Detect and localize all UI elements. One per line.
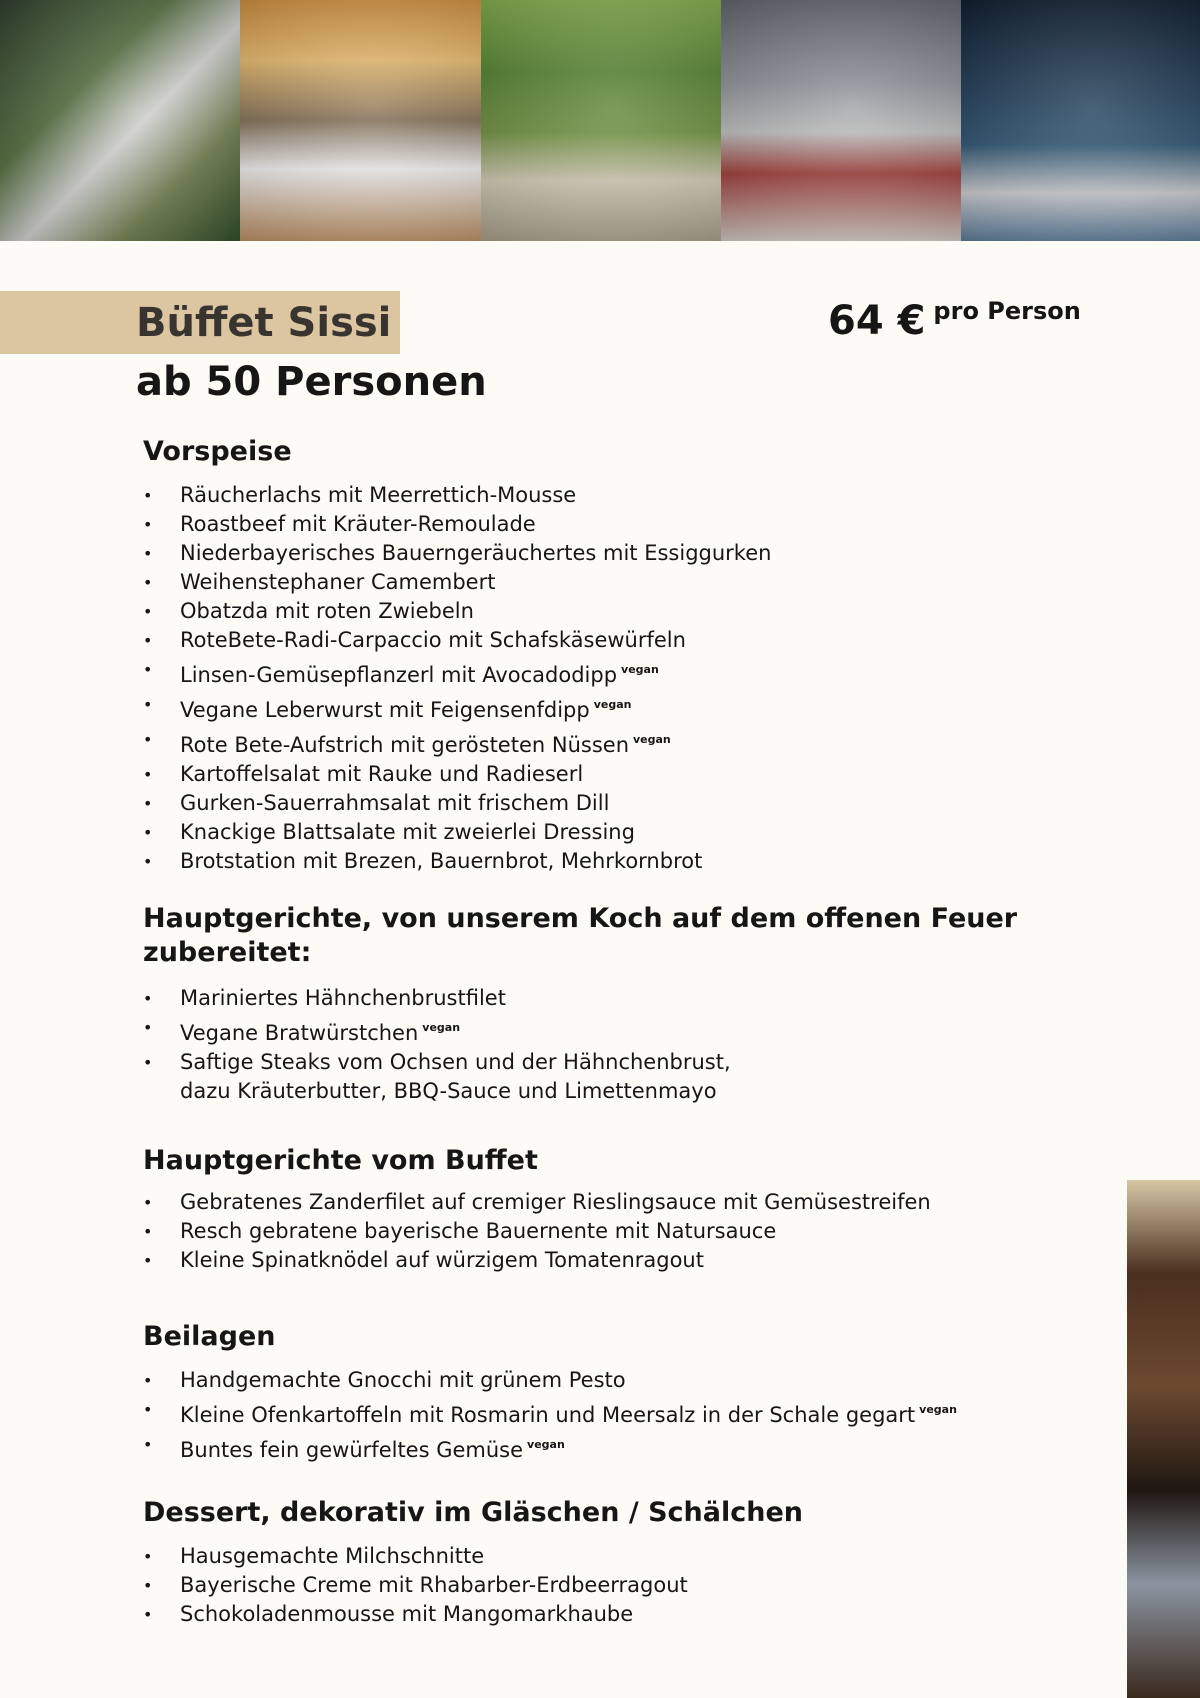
list-item <box>143 510 1123 539</box>
item-text: Kleine Spinatknödel auf würzigem Tomatenragout <box>180 1248 704 1272</box>
item-list <box>143 1188 1123 1275</box>
list-item <box>143 1188 1123 1217</box>
item-text: Bayerische Creme mit Rhabarber-Erdbeerragout <box>180 1573 688 1597</box>
list-item <box>143 1048 1123 1106</box>
item-text: Vegane Leberwurst mit Feigensenfdipp <box>180 698 590 722</box>
list-item <box>143 481 1123 510</box>
item-text: Kleine Ofenkartoffeln mit Rosmarin und Meersalz in der Schale gegart <box>180 1403 916 1427</box>
section-beilagen <box>143 1320 1123 1465</box>
item-text: Handgemachte Gnocchi mit grünem Pesto <box>180 1368 626 1392</box>
section-vorspeise <box>143 435 1123 876</box>
item-text: Niederbayerisches Bauerngeräuchertes mit Essiggurken <box>180 541 772 565</box>
vegan-tag: vegan <box>919 1403 957 1416</box>
item-text: Rote Bete-Aufstrich mit gerösteten Nüssen <box>180 733 629 757</box>
photo-beer-garden <box>481 0 721 241</box>
section-title-line: Hauptgerichte, von unserem Koch auf dem offenen Feuer <box>143 903 1018 934</box>
item-text: Roastbeef mit Kräuter-Remoulade <box>180 512 536 536</box>
item-text: Obatzda mit roten Zwiebeln <box>180 599 474 623</box>
price-block <box>828 297 1081 344</box>
list-item <box>143 626 1123 655</box>
item-text: Kartoffelsalat mit Rauke und Radieserl <box>180 762 584 786</box>
list-item <box>143 1217 1123 1246</box>
item-text: Vegane Bratwürstchen <box>180 1021 419 1045</box>
item-text: Knackige Blattsalate mit zweierlei Dressing <box>180 820 635 844</box>
list-item <box>143 818 1123 847</box>
vegan-tag: vegan <box>422 1021 461 1034</box>
list-item <box>143 1600 1123 1629</box>
item-list <box>143 1542 1123 1629</box>
list-item <box>143 1366 1123 1395</box>
section-title: Dessert, dekorativ im Gläschen / Schälchen <box>143 1497 803 1528</box>
section-hauptgerichte-feuer <box>143 902 1123 1106</box>
item-text: RoteBete-Radi-Carpaccio mit Schafskäsewürfeln <box>180 628 686 652</box>
photo-banquet-hall <box>721 0 961 241</box>
item-text: Weihenstephaner Camembert <box>180 570 496 594</box>
item-text: Linsen-Gemüsepflanzerl mit Avocadodipp <box>180 663 618 687</box>
list-item <box>143 568 1123 597</box>
list-item <box>143 1542 1123 1571</box>
photo-wedding-couple <box>240 0 481 241</box>
list-item <box>143 725 1123 760</box>
price-value: 64 € <box>828 298 926 344</box>
item-text: Gebratenes Zanderfilet auf cremiger Rieslingsauce mit Gemüsestreifen <box>180 1190 931 1214</box>
vegan-tag: vegan <box>621 663 659 676</box>
list-item <box>143 597 1123 626</box>
price-unit: pro Person <box>933 297 1081 325</box>
photo-restaurant-interior <box>1127 1180 1200 1698</box>
page-subtitle: ab 50 Personen <box>136 359 487 405</box>
list-item <box>143 789 1123 818</box>
item-text: Hausgemachte Milchschnitte <box>180 1544 485 1568</box>
page-title: Büffet Sissi <box>136 300 392 346</box>
photo-strip <box>0 0 1200 241</box>
section-title: Beilagen <box>143 1321 276 1352</box>
item-text: Räucherlachs mit Meerrettich-Mousse <box>180 483 577 507</box>
list-item <box>143 690 1123 725</box>
list-item <box>143 655 1123 690</box>
item-text-line: dazu Kräuterbutter, BBQ-Sauce und Limettenmayo <box>180 1079 717 1103</box>
section-hauptgerichte-buffet <box>143 1144 1123 1275</box>
list-item <box>143 1013 1123 1048</box>
list-item <box>143 847 1123 876</box>
section-title <box>143 902 1123 970</box>
list-item <box>143 1430 1123 1465</box>
vegan-tag: vegan <box>527 1438 565 1451</box>
section-title: Hauptgerichte vom Buffet <box>143 1145 538 1176</box>
item-list <box>143 1366 1123 1465</box>
list-item <box>143 1395 1123 1430</box>
vegan-tag: vegan <box>593 698 632 711</box>
item-text-line: • Saftige Steaks vom Ochsen und der Hähnchenbrust, <box>180 1050 731 1074</box>
section-title: Vorspeise <box>143 436 292 467</box>
item-list <box>143 984 1123 1106</box>
list-item <box>143 1246 1123 1275</box>
vegan-tag: vegan <box>633 733 671 746</box>
section-title-line: zubereitet: <box>143 937 312 968</box>
item-list <box>143 481 1123 876</box>
item-text: Brotstation mit Brezen, Bauernbrot, Mehrkornbrot <box>180 849 703 873</box>
list-item <box>143 984 1123 1013</box>
item-text: Buntes fein gewürfeltes Gemüse <box>180 1438 524 1462</box>
list-item <box>143 1571 1123 1600</box>
item-text: Schokoladenmousse mit Mangomarkhaube <box>180 1602 634 1626</box>
item-text: Resch gebratene bayerische Bauernente mit Natursauce <box>180 1219 777 1243</box>
photo-stage-band <box>961 0 1200 241</box>
item-text: Mariniertes Hähnchenbrustfilet <box>180 986 506 1010</box>
photo-catering-plates <box>0 0 240 241</box>
list-item <box>143 539 1123 568</box>
section-dessert <box>143 1496 1123 1629</box>
list-item <box>143 760 1123 789</box>
item-text: Gurken-Sauerrahmsalat mit frischem Dill <box>180 791 610 815</box>
